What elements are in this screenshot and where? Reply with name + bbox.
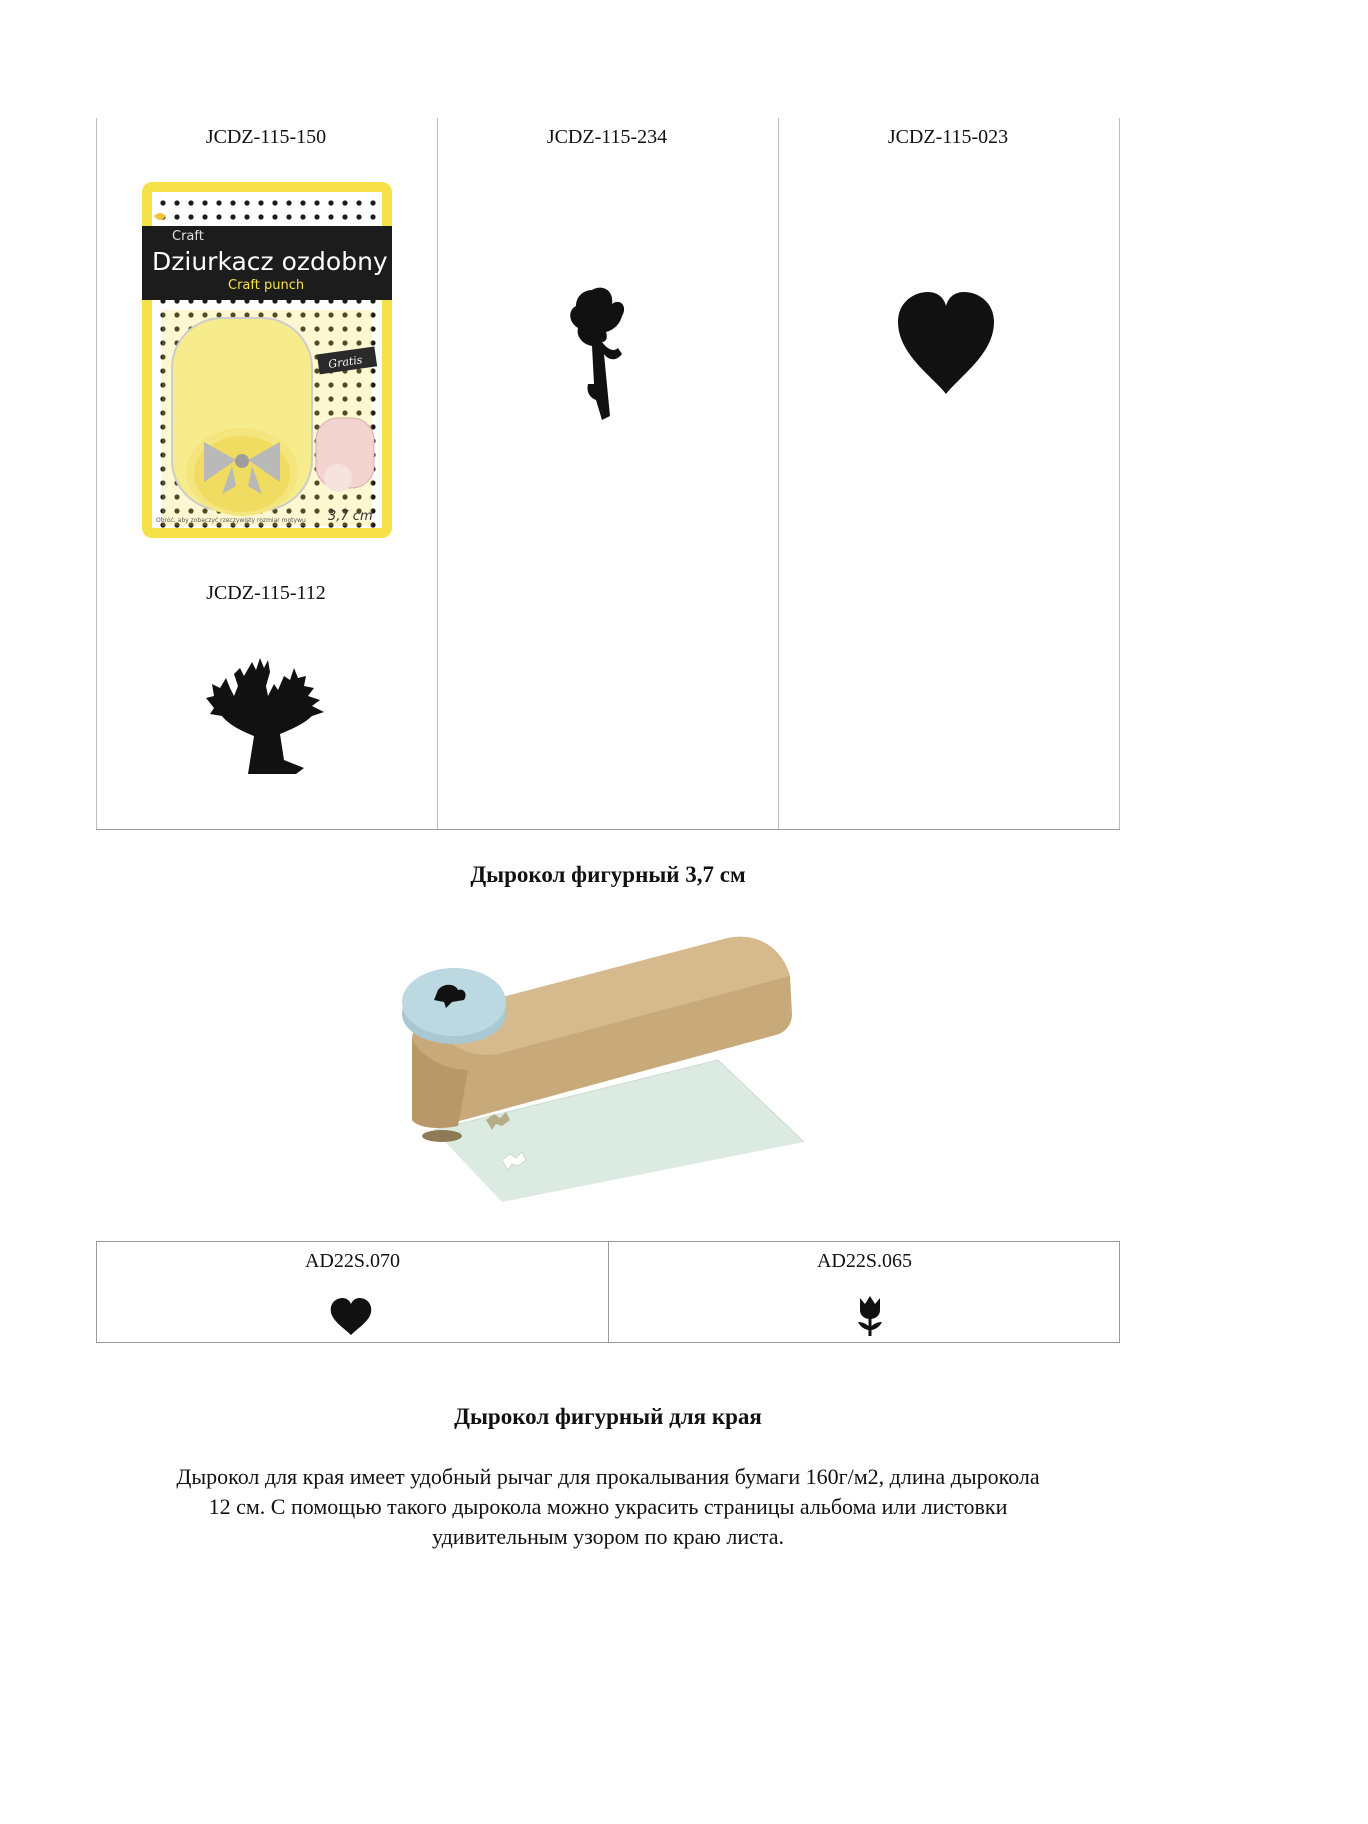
package-image [142,182,392,538]
table-border [96,118,97,830]
product-table-bottom [96,1241,1120,1343]
section-heading: Дырокол фигурный 3,7 см [470,862,746,887]
table-divider [437,118,438,830]
paragraph-line: Дырокол для края имеет удобный рычаг для прокалывания бумаги 160г/м2, длина дырокола [176,1464,1040,1489]
heart-icon [329,1298,373,1336]
rose-icon [562,280,642,430]
tulip-icon [854,1294,886,1338]
package-subtitle: Craft punch [228,278,305,293]
package-title: Dziurkacz ozdobny [152,247,388,276]
table-border [1119,118,1120,830]
product-code: JCDZ-115-234 [546,126,668,148]
package-brand: Craft [172,229,204,244]
tree-icon [204,656,330,774]
table-border [96,829,1120,830]
product-code: JCDZ-115-150 [205,126,327,148]
package-badge: Gratis [327,353,364,371]
paragraph-line: 12 см. С помощью такого дырокола можно украсить страницы альбома или листовки [208,1494,1008,1519]
description-paragraph [96,1462,1120,1552]
package-size: 3,7 cm [328,509,373,524]
product-table-top [96,118,1120,830]
heart-icon [896,292,996,398]
product-code: JCDZ-115-023 [887,126,1009,148]
table-divider [778,118,779,830]
paragraph-line: удивительным узором по краю листа. [432,1524,784,1549]
section-heading: Дырокол фигурный для края [454,1404,762,1429]
product-code: AD22S.065 [816,1250,912,1272]
edge-punch-image [398,930,818,1210]
package-note: Obróć, aby zobaczyć rzeczywisty rozmiar motywu [156,517,306,524]
product-code: AD22S.070 [304,1250,400,1272]
product-code: JCDZ-115-112 [206,582,326,604]
